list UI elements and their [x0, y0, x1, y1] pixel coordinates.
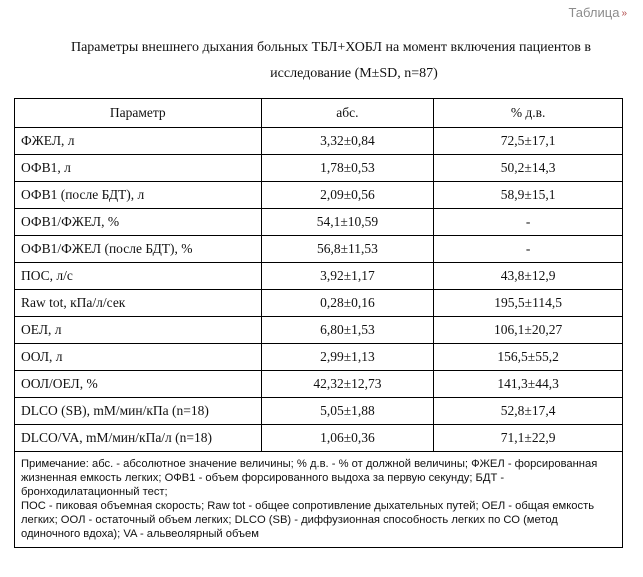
cell-pct: 141,3±44,3	[434, 371, 623, 398]
column-header-abs: абс.	[261, 99, 434, 128]
cell-abs: 3,92±1,17	[261, 263, 434, 290]
cell-parameter: ОФВ1, л	[15, 155, 262, 182]
cell-parameter: ООЛ, л	[15, 344, 262, 371]
cell-parameter: ФЖЕЛ, л	[15, 128, 262, 155]
cell-abs: 5,05±1,88	[261, 398, 434, 425]
cell-abs: 2,99±1,13	[261, 344, 434, 371]
cell-pct: 72,5±17,1	[434, 128, 623, 155]
table-row	[15, 209, 623, 236]
cell-pct: 156,5±55,2	[434, 344, 623, 371]
cell-abs: 2,09±0,56	[261, 182, 434, 209]
cell-abs: 3,32±0,84	[261, 128, 434, 155]
cell-abs: 42,32±12,73	[261, 371, 434, 398]
cell-parameter: Raw tot, кПа/л/сек	[15, 290, 262, 317]
cell-abs: 1,06±0,36	[261, 425, 434, 452]
cell-abs: 56,8±11,53	[261, 236, 434, 263]
cell-abs: 54,1±10,59	[261, 209, 434, 236]
table-link-label[interactable]: Таблица	[568, 5, 620, 20]
cell-parameter: ОФВ1 (после БДТ), л	[15, 182, 262, 209]
table-link[interactable]	[568, 5, 627, 20]
respiratory-parameters-table	[14, 98, 623, 548]
column-header-pct: % д.в.	[434, 99, 623, 128]
caption-line-2: исследование (M±SD, n=87)	[270, 66, 438, 81]
cell-pct: 71,1±22,9	[434, 425, 623, 452]
table-row	[15, 290, 623, 317]
table-row	[15, 317, 623, 344]
cell-abs: 6,80±1,53	[261, 317, 434, 344]
table-row	[15, 128, 623, 155]
chevron-right-icon: »	[621, 8, 627, 19]
cell-parameter: DLCO/VA, mM/мин/кПа/л (n=18)	[15, 425, 262, 452]
table-note-row	[15, 452, 623, 548]
cell-parameter: ООЛ/ОЕЛ, %	[15, 371, 262, 398]
cell-parameter: ОФВ1/ФЖЕЛ (после БДТ), %	[15, 236, 262, 263]
table-row	[15, 263, 623, 290]
cell-pct: 58,9±15,1	[434, 182, 623, 209]
cell-pct: 52,8±17,4	[434, 398, 623, 425]
cell-pct: 50,2±14,3	[434, 155, 623, 182]
table-row	[15, 344, 623, 371]
cell-parameter: DLCO (SB), mM/мин/кПа (n=18)	[15, 398, 262, 425]
cell-pct: -	[434, 236, 623, 263]
table-row	[15, 236, 623, 263]
table-row	[15, 371, 623, 398]
table-caption	[14, 35, 624, 87]
table-row	[15, 155, 623, 182]
caption-line-1: Параметры внешнего дыхания больных ТБЛ+ХОБЛ на момент включения пациентов в	[70, 40, 592, 55]
table-row	[15, 182, 623, 209]
table-note-line-2: ПОС - пиковая объемная скорость; Raw tot - общее сопротивление дыхательных путей; ОЕЛ - общая емкость легких; ООЛ - остаточный объем легких; DLCO (SB) - диффузионная способность легких по СО (метод одиночного вдоха); VA - альвеолярный объем	[21, 500, 595, 540]
table-note	[15, 452, 623, 548]
cell-abs: 0,28±0,16	[261, 290, 434, 317]
cell-pct: 106,1±20,27	[434, 317, 623, 344]
column-header-parameter: Параметр	[15, 99, 262, 128]
table-header-row	[15, 99, 623, 128]
cell-parameter: ОЕЛ, л	[15, 317, 262, 344]
table-row	[15, 425, 623, 452]
cell-pct: 43,8±12,9	[434, 263, 623, 290]
cell-abs: 1,78±0,53	[261, 155, 434, 182]
cell-pct: 195,5±114,5	[434, 290, 623, 317]
table-note-line-1: Примечание: абс. - абсолютное значение величины; % д.в. - % от должной величины; ФЖЕЛ - форсированная жизненная емкость легких; ОФВ1 - объем форсированного выдоха за первую секунду; БДТ - бронходилатационный тест;	[21, 458, 598, 498]
cell-parameter: ОФВ1/ФЖЕЛ, %	[15, 209, 262, 236]
table-row	[15, 398, 623, 425]
cell-parameter: ПОС, л/с	[15, 263, 262, 290]
cell-pct: -	[434, 209, 623, 236]
